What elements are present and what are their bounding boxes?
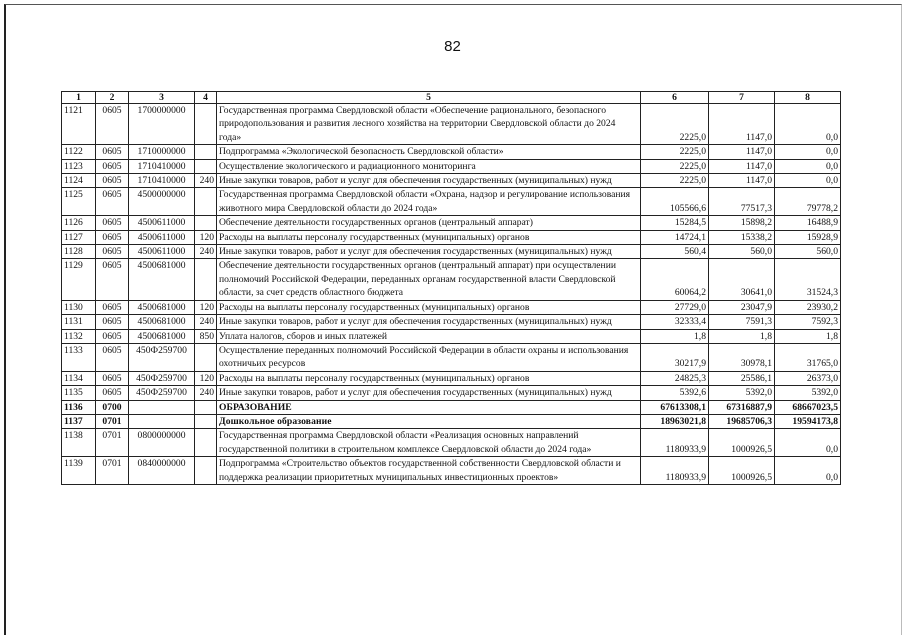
amount-col7-cell: 1000926,5	[709, 429, 775, 457]
item-name-cell: Расходы на выплаты персоналу государственных (муниципальных) органов	[217, 230, 641, 244]
budget-table	[61, 91, 841, 485]
row-number-cell: 1137	[62, 414, 96, 428]
table-row	[62, 159, 841, 173]
expense-type-cell: 240	[195, 386, 217, 400]
amount-col6-cell: 15284,5	[641, 216, 709, 230]
table-row	[62, 343, 841, 371]
target-code-cell: 450Ф259700	[129, 386, 195, 400]
row-number-cell: 1128	[62, 245, 96, 259]
amount-col6-cell: 2225,0	[641, 174, 709, 188]
amount-col8-cell: 0,0	[775, 174, 841, 188]
row-number-cell: 1138	[62, 429, 96, 457]
amount-col6-cell: 30217,9	[641, 343, 709, 371]
amount-col7-cell: 7591,3	[709, 315, 775, 329]
expense-type-cell	[195, 216, 217, 230]
amount-col6-cell: 5392,6	[641, 386, 709, 400]
row-number-cell: 1135	[62, 386, 96, 400]
item-name-cell: Подпрограмма «Строительство объектов государственной собственности Свердловской области и поддержка реализации приоритетных муниципальных инвестиционных проектов»	[217, 457, 641, 485]
target-code-cell: 4500611000	[129, 230, 195, 244]
expense-type-cell	[195, 400, 217, 414]
amount-col8-cell: 7592,3	[775, 315, 841, 329]
item-name-cell: Иные закупки товаров, работ и услуг для обеспечения государственных (муниципальных) нужд	[217, 245, 641, 259]
item-name-cell: Обеспечение деятельности государственных органов (центральный аппарат)	[217, 216, 641, 230]
expense-type-cell: 240	[195, 315, 217, 329]
item-name-cell: Расходы на выплаты персоналу государственных (муниципальных) органов	[217, 371, 641, 385]
section-code-cell: 0605	[96, 230, 129, 244]
amount-col6-cell: 18963021,8	[641, 414, 709, 428]
expense-type-cell	[195, 188, 217, 216]
amount-col7-cell: 1147,0	[709, 104, 775, 145]
expense-type-cell	[195, 457, 217, 485]
row-number-cell: 1122	[62, 145, 96, 159]
table-row	[62, 259, 841, 300]
table-row	[62, 386, 841, 400]
amount-col7-cell: 23047,9	[709, 300, 775, 314]
section-code-cell: 0701	[96, 457, 129, 485]
header-cell: 8	[775, 92, 841, 104]
header-cell: 2	[96, 92, 129, 104]
amount-col6-cell: 1180933,9	[641, 457, 709, 485]
amount-col7-cell: 30978,1	[709, 343, 775, 371]
amount-col8-cell: 31524,3	[775, 259, 841, 300]
amount-col8-cell: 23930,2	[775, 300, 841, 314]
amount-col6-cell: 1,8	[641, 329, 709, 343]
table-row	[62, 230, 841, 244]
item-name-cell: Осуществление экологического и радиационного мониторинга	[217, 159, 641, 173]
table-row	[62, 400, 841, 414]
target-code-cell: 0800000000	[129, 429, 195, 457]
amount-col7-cell: 30641,0	[709, 259, 775, 300]
target-code-cell: 1710410000	[129, 159, 195, 173]
section-code-cell: 0605	[96, 188, 129, 216]
section-code-cell: 0701	[96, 429, 129, 457]
expense-type-cell	[195, 414, 217, 428]
amount-col8-cell: 16488,9	[775, 216, 841, 230]
expense-type-cell	[195, 343, 217, 371]
amount-col7-cell: 25586,1	[709, 371, 775, 385]
item-name-cell: Иные закупки товаров, работ и услуг для обеспечения государственных (муниципальных) нужд	[217, 174, 641, 188]
amount-col6-cell: 105566,6	[641, 188, 709, 216]
table-row	[62, 216, 841, 230]
target-code-cell: 4500611000	[129, 216, 195, 230]
table-row	[62, 457, 841, 485]
table-row	[62, 245, 841, 259]
section-code-cell: 0605	[96, 104, 129, 145]
table-row	[62, 315, 841, 329]
amount-col8-cell: 68667023,5	[775, 400, 841, 414]
amount-col6-cell: 32333,4	[641, 315, 709, 329]
table-row	[62, 174, 841, 188]
table-row	[62, 188, 841, 216]
amount-col6-cell: 14724,1	[641, 230, 709, 244]
target-code-cell: 4500611000	[129, 245, 195, 259]
row-number-cell: 1130	[62, 300, 96, 314]
row-number-cell: 1139	[62, 457, 96, 485]
amount-col6-cell: 27729,0	[641, 300, 709, 314]
section-code-cell: 0700	[96, 400, 129, 414]
expense-type-cell: 120	[195, 300, 217, 314]
item-name-cell: ОБРАЗОВАНИЕ	[217, 400, 641, 414]
row-number-cell: 1134	[62, 371, 96, 385]
expense-type-cell	[195, 259, 217, 300]
amount-col7-cell: 1147,0	[709, 159, 775, 173]
row-number-cell: 1123	[62, 159, 96, 173]
item-name-cell: Подпрограмма «Экологической безопасность Свердловской области»	[217, 145, 641, 159]
row-number-cell: 1124	[62, 174, 96, 188]
amount-col7-cell: 5392,0	[709, 386, 775, 400]
section-code-cell: 0605	[96, 371, 129, 385]
amount-col8-cell: 19594173,8	[775, 414, 841, 428]
amount-col6-cell: 2225,0	[641, 145, 709, 159]
header-row	[62, 92, 841, 104]
row-number-cell: 1129	[62, 259, 96, 300]
amount-col8-cell: 26373,0	[775, 371, 841, 385]
target-code-cell: 4500681000	[129, 259, 195, 300]
target-code-cell: 4500681000	[129, 315, 195, 329]
target-code-cell: 1700000000	[129, 104, 195, 145]
header-cell: 5	[217, 92, 641, 104]
header-cell: 1	[62, 92, 96, 104]
table-row	[62, 104, 841, 145]
amount-col6-cell: 2225,0	[641, 104, 709, 145]
item-name-cell: Государственная программа Свердловской области «Реализация основных направлений государственной политики в строительном комплексе Свердловской области до 2024 года»	[217, 429, 641, 457]
section-code-cell: 0605	[96, 159, 129, 173]
amount-col6-cell: 60064,2	[641, 259, 709, 300]
expense-type-cell	[195, 429, 217, 457]
row-number-cell: 1126	[62, 216, 96, 230]
item-name-cell: Обеспечение деятельности государственных органов (центральный аппарат) при осуществлении полномочий Российской Федерации, переданных органам государственной власти Свердловской области, за счет средств областного бюджета	[217, 259, 641, 300]
item-name-cell: Расходы на выплаты персоналу государственных (муниципальных) органов	[217, 300, 641, 314]
target-code-cell: 450Ф259700	[129, 343, 195, 371]
target-code-cell	[129, 400, 195, 414]
page-number: 82	[444, 38, 461, 55]
amount-col8-cell: 0,0	[775, 457, 841, 485]
amount-col7-cell: 1147,0	[709, 145, 775, 159]
target-code-cell: 4500681000	[129, 300, 195, 314]
expense-type-cell	[195, 145, 217, 159]
amount-col8-cell: 79778,2	[775, 188, 841, 216]
table-row	[62, 329, 841, 343]
amount-col7-cell: 1147,0	[709, 174, 775, 188]
section-code-cell: 0605	[96, 343, 129, 371]
item-name-cell: Иные закупки товаров, работ и услуг для обеспечения государственных (муниципальных) нужд	[217, 315, 641, 329]
item-name-cell: Дошкольное образование	[217, 414, 641, 428]
amount-col6-cell: 2225,0	[641, 159, 709, 173]
amount-col7-cell: 19685706,3	[709, 414, 775, 428]
table-row	[62, 414, 841, 428]
row-number-cell: 1131	[62, 315, 96, 329]
table-row	[62, 145, 841, 159]
section-code-cell: 0605	[96, 315, 129, 329]
expense-type-cell: 120	[195, 371, 217, 385]
amount-col8-cell: 15928,9	[775, 230, 841, 244]
target-code-cell: 0840000000	[129, 457, 195, 485]
expense-type-cell: 850	[195, 329, 217, 343]
target-code-cell: 4500000000	[129, 188, 195, 216]
row-number-cell: 1121	[62, 104, 96, 145]
target-code-cell: 450Ф259700	[129, 371, 195, 385]
header-cell: 4	[195, 92, 217, 104]
section-code-cell: 0605	[96, 174, 129, 188]
table-row	[62, 371, 841, 385]
section-code-cell: 0605	[96, 216, 129, 230]
target-code-cell: 1710410000	[129, 174, 195, 188]
expense-type-cell: 240	[195, 245, 217, 259]
amount-col7-cell: 77517,3	[709, 188, 775, 216]
section-code-cell: 0605	[96, 329, 129, 343]
row-number-cell: 1125	[62, 188, 96, 216]
amount-col7-cell: 560,0	[709, 245, 775, 259]
row-number-cell: 1133	[62, 343, 96, 371]
amount-col7-cell: 15898,2	[709, 216, 775, 230]
row-number-cell: 1132	[62, 329, 96, 343]
amount-col7-cell: 15338,2	[709, 230, 775, 244]
table-row	[62, 429, 841, 457]
header-cell: 6	[641, 92, 709, 104]
item-name-cell: Государственная программа Свердловской области «Обеспечение рационального, безопасного природопользования и развития лесного хозяйства на территории Свердловской области до 2024 года»	[217, 104, 641, 145]
target-code-cell: 4500681000	[129, 329, 195, 343]
expense-type-cell	[195, 159, 217, 173]
header-cell: 7	[709, 92, 775, 104]
amount-col6-cell: 67613308,1	[641, 400, 709, 414]
amount-col8-cell: 5392,0	[775, 386, 841, 400]
amount-col6-cell: 1180933,9	[641, 429, 709, 457]
amount-col8-cell: 560,0	[775, 245, 841, 259]
amount-col8-cell: 0,0	[775, 429, 841, 457]
item-name-cell: Осуществление переданных полномочий Российской Федерации в области охраны и использования охотничьих ресурсов	[217, 343, 641, 371]
target-code-cell	[129, 414, 195, 428]
section-code-cell: 0605	[96, 259, 129, 300]
amount-col8-cell: 0,0	[775, 145, 841, 159]
expense-type-cell: 120	[195, 230, 217, 244]
amount-col8-cell: 0,0	[775, 159, 841, 173]
row-number-cell: 1127	[62, 230, 96, 244]
item-name-cell: Уплата налогов, сборов и иных платежей	[217, 329, 641, 343]
target-code-cell: 1710000000	[129, 145, 195, 159]
expense-type-cell: 240	[195, 174, 217, 188]
amount-col7-cell: 67316887,9	[709, 400, 775, 414]
amount-col8-cell: 1,8	[775, 329, 841, 343]
item-name-cell: Государственная программа Свердловской области «Охрана, надзор и регулирование использования животного мира Свердловской области до 2024 года»	[217, 188, 641, 216]
section-code-cell: 0701	[96, 414, 129, 428]
amount-col8-cell: 0,0	[775, 104, 841, 145]
amount-col7-cell: 1,8	[709, 329, 775, 343]
amount-col6-cell: 560,4	[641, 245, 709, 259]
section-code-cell: 0605	[96, 245, 129, 259]
item-name-cell: Иные закупки товаров, работ и услуг для обеспечения государственных (муниципальных) нужд	[217, 386, 641, 400]
table-row	[62, 300, 841, 314]
header-cell: 3	[129, 92, 195, 104]
section-code-cell: 0605	[96, 386, 129, 400]
amount-col8-cell: 31765,0	[775, 343, 841, 371]
amount-col7-cell: 1000926,5	[709, 457, 775, 485]
row-number-cell: 1136	[62, 400, 96, 414]
expense-type-cell	[195, 104, 217, 145]
section-code-cell: 0605	[96, 300, 129, 314]
section-code-cell: 0605	[96, 145, 129, 159]
amount-col6-cell: 24825,3	[641, 371, 709, 385]
